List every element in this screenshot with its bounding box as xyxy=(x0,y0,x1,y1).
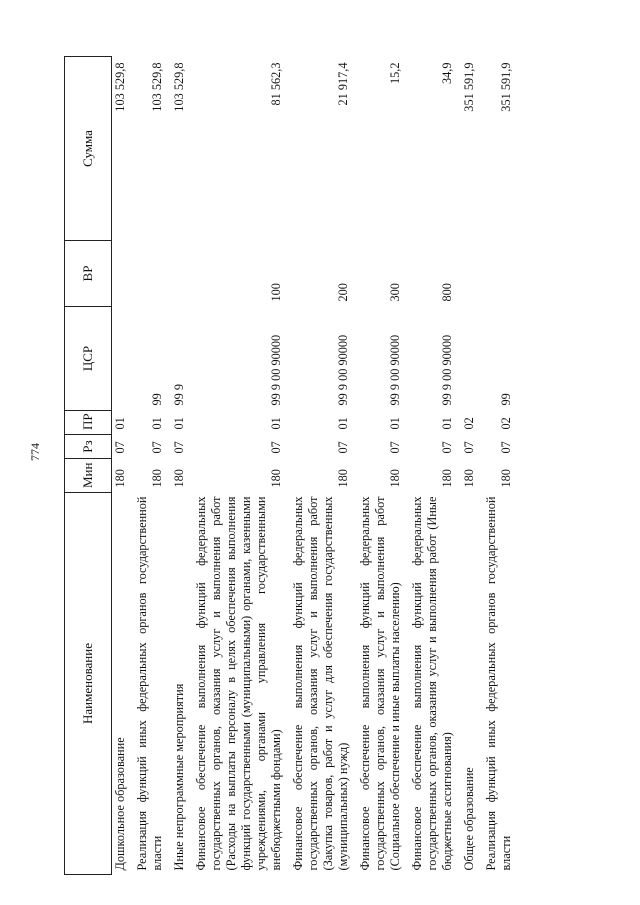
row-name: Финансовое обеспечение выполнения функций федеральных государственных органов, оказания услуг и выполнения работ (Иные бюджетные ассигнования) xyxy=(410,496,454,871)
row-min: 180 xyxy=(269,469,283,488)
row-csr: 99 9 00 90000 xyxy=(336,334,350,406)
row-sum: 351 591,9 xyxy=(462,62,476,112)
row-rz: 07 xyxy=(440,441,454,454)
row-min: 180 xyxy=(172,469,186,488)
row-rz: 07 xyxy=(172,441,186,454)
row-rz: 07 xyxy=(336,441,350,454)
row-sum: 103 529,8 xyxy=(172,62,186,112)
row-sum: 351 591,9 xyxy=(499,62,513,112)
row-name: Реализация функций иных федеральных органов государственной власти xyxy=(135,496,164,871)
header-min: Мин xyxy=(65,459,112,493)
header-name: Наименование xyxy=(65,493,112,875)
row-sum: 103 529,8 xyxy=(113,62,127,112)
table-row xyxy=(193,57,290,875)
row-pr: 01 xyxy=(336,417,350,430)
row-csr: 99 9 00 90000 xyxy=(388,334,402,406)
row-pr: 01 xyxy=(150,417,164,430)
table-row xyxy=(357,57,409,875)
row-rz: 07 xyxy=(150,441,164,454)
table-row xyxy=(171,57,193,875)
row-rz: 07 xyxy=(462,441,476,454)
row-sum: 81 562,3 xyxy=(269,62,283,106)
budget-table xyxy=(64,56,520,875)
table-row xyxy=(134,57,171,875)
row-sum: 34,9 xyxy=(440,62,454,85)
row-pr: 02 xyxy=(462,417,476,430)
row-vr xyxy=(461,241,483,307)
row-rz: 07 xyxy=(388,441,402,454)
row-csr: 99 9 xyxy=(172,383,186,406)
row-vr xyxy=(112,241,135,307)
table-row xyxy=(461,57,483,875)
row-sum: 103 529,8 xyxy=(150,62,164,112)
table-row xyxy=(409,57,461,875)
budget-table-page xyxy=(64,57,594,875)
header-sum: Сумма xyxy=(65,57,112,241)
table-row xyxy=(290,57,357,875)
table-header xyxy=(65,57,112,875)
row-csr xyxy=(112,307,135,411)
row-vr xyxy=(134,241,171,307)
row-name: Финансовое обеспечение выполнения функций федеральных государственных органов, оказания услуг и выполнения работ (Социальное обеспечение и иные выплаты населению) xyxy=(358,496,402,871)
row-rz: 07 xyxy=(113,441,127,454)
row-vr: 200 xyxy=(336,283,350,302)
row-pr: 01 xyxy=(388,417,402,430)
row-vr: 100 xyxy=(269,283,283,302)
row-vr: 300 xyxy=(388,283,402,302)
row-min: 180 xyxy=(113,469,127,488)
row-min: 180 xyxy=(440,469,454,488)
row-csr xyxy=(461,307,483,411)
row-csr: 99 9 00 90000 xyxy=(440,334,454,406)
row-name: Реализация функций иных федеральных органов государственной власти xyxy=(484,496,513,871)
row-min: 180 xyxy=(388,469,402,488)
table-row xyxy=(483,57,520,875)
row-name: Иные непрограммные мероприятия xyxy=(172,683,186,871)
header-rz: Рз xyxy=(65,435,112,459)
row-min: 180 xyxy=(150,469,164,488)
row-csr: 99 9 00 90000 xyxy=(269,334,283,406)
row-sum: 21 917,4 xyxy=(336,62,350,106)
row-csr: 99 xyxy=(499,393,513,406)
row-vr xyxy=(483,241,520,307)
row-pr: 01 xyxy=(440,417,454,430)
table-row xyxy=(112,57,135,875)
header-vr: ВР xyxy=(65,241,112,307)
row-vr xyxy=(171,241,193,307)
row-name: Общее образование xyxy=(462,767,476,871)
row-vr: 800 xyxy=(440,283,454,302)
row-min: 180 xyxy=(499,469,513,488)
row-min: 180 xyxy=(462,469,476,488)
page-number: 774 xyxy=(28,443,42,461)
row-name: Дошкольное образование xyxy=(113,737,127,871)
row-name: Финансовое обеспечение выполнения функций федеральных государственных органов, оказания услуг и выполнения работ (Закупка товаров, работ и услуг для обеспечения государственных (муниципальных) нужд) xyxy=(291,496,350,871)
row-rz: 07 xyxy=(499,441,513,454)
row-name: Финансовое обеспечение выполнения функций федеральных государственных органов, оказания услуг и выполнения работ (Расходы на выплаты персоналу в целях обеспечения выполнения функций государственными (муниципальными) органами, казенными учреждениями, органами управления государственными внебюджетными фондами) xyxy=(194,496,283,871)
table-body xyxy=(112,57,521,875)
header-pr: ПР xyxy=(65,411,112,435)
row-pr: 01 xyxy=(269,417,283,430)
header-csr: ЦСР xyxy=(65,307,112,411)
row-pr: 02 xyxy=(499,417,513,430)
row-csr: 99 xyxy=(150,393,164,406)
row-pr: 01 xyxy=(172,417,186,430)
row-pr: 01 xyxy=(113,417,127,430)
row-min: 180 xyxy=(336,469,350,488)
row-sum: 15,2 xyxy=(388,62,402,85)
row-rz: 07 xyxy=(269,441,283,454)
